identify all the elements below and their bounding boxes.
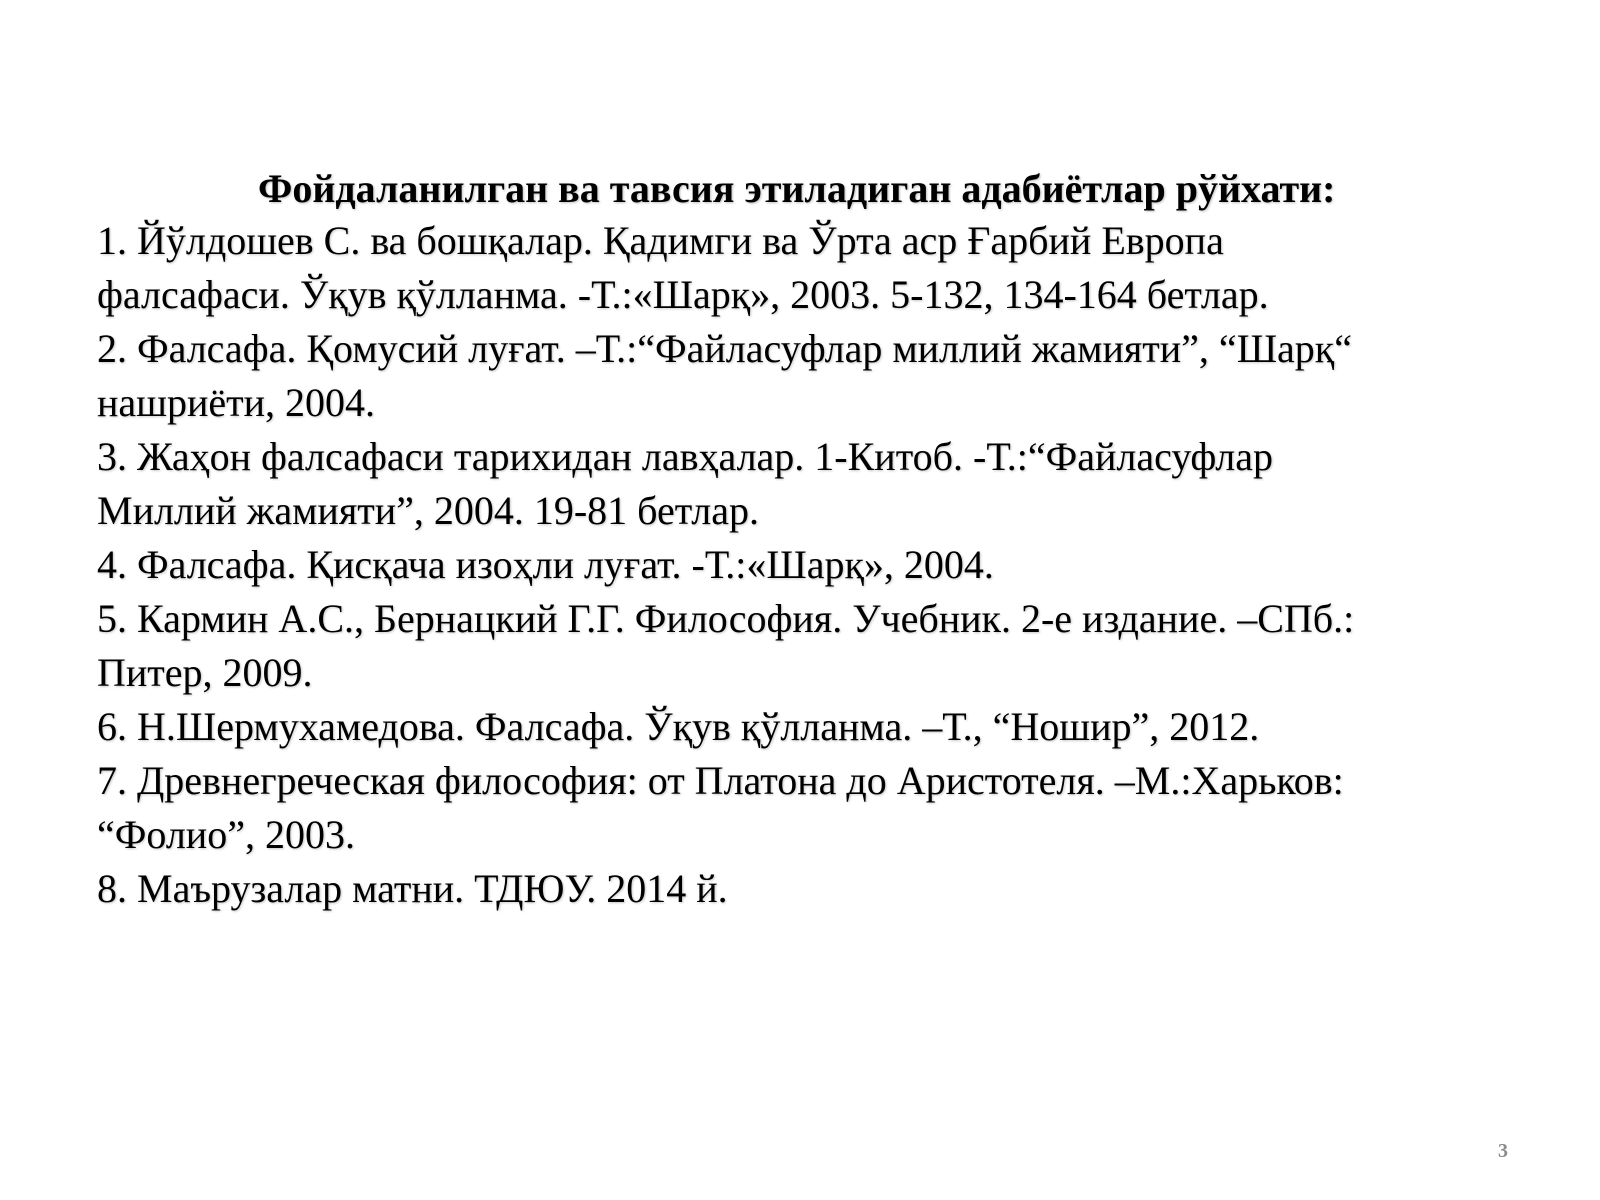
reference-line: “Фолио”, 2003. [97, 812, 355, 857]
reference-item [97, 322, 1517, 430]
reference-item [97, 592, 1517, 700]
reference-line: 7. Древнегреческая философия: от Платона до Аристотеля. –М.:Харьков: [97, 758, 1344, 803]
page-number: 3 [1498, 1140, 1508, 1162]
reference-line: 6. Н.Шермухамедова. Фалсафа. Ўқув қўлланма. –Т., “Ношир”, 2012. [97, 704, 1260, 749]
reference-line: 3. Жаҳон фалсафаси тарихидан лавҳалар. 1-Китоб. -Т.:“Файласуфлар [97, 434, 1273, 479]
reference-item [97, 214, 1517, 322]
reference-item [97, 538, 1517, 592]
reference-line: 4. Фалсафа. Қисқача изоҳли луғат. -Т.:«Шарқ», 2004. [97, 542, 994, 587]
reference-line: 2. Фалсафа. Қомусий луғат. –Т.:“Файласуфлар миллий жамияти”, “Шарқ“ [97, 326, 1352, 371]
reference-item [97, 754, 1517, 862]
reference-item [97, 862, 1517, 916]
reference-line: 8. Маърузалар матни. ТДЮУ. 2014 й. [97, 866, 728, 911]
reference-list [97, 214, 1517, 916]
reference-line: 1. Йўлдошев С. ва бошқалар. Қадимги ва Ўрта аср Ғарбий Европа [97, 218, 1224, 263]
reference-line: нашриёти, 2004. [97, 380, 376, 425]
reference-line: Питер, 2009. [97, 650, 313, 695]
reference-line: фалсафаси. Ўқув қўлланма. -Т.:«Шарқ», 2003. 5-132, 134-164 бетлар. [97, 272, 1269, 317]
reference-line: 5. Кармин А.С., Бернацкий Г.Г. Философия. Учебник. 2-е издание. –СПб.: [97, 596, 1355, 641]
reference-item [97, 430, 1517, 538]
reference-item [97, 700, 1517, 754]
reference-line: Миллий жамияти”, 2004. 19-81 бетлар. [97, 488, 759, 533]
slide-title: Фойдаланилган ва тавсия этиладиган адабиётлар рўйхати: [258, 166, 1336, 211]
